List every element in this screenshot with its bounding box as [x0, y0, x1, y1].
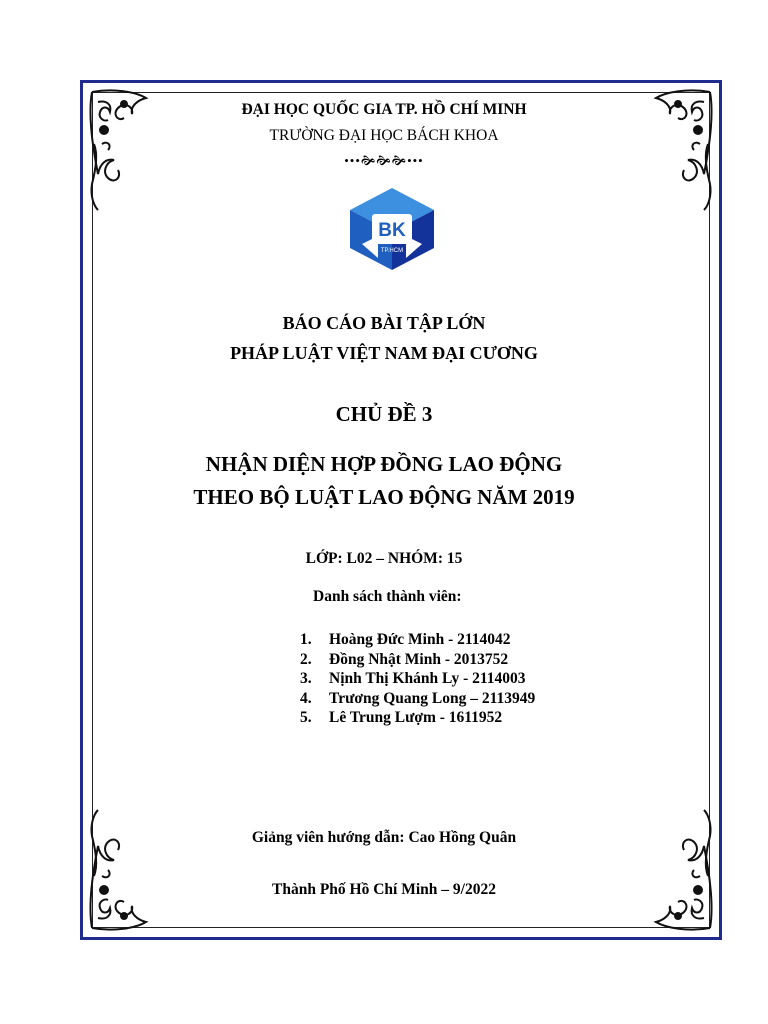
members-list: [300, 630, 535, 728]
report-heading-line-1: NHẬN DIỆN HỢP ĐỒNG LAO ĐỘNG: [205, 452, 563, 476]
list-item: [300, 669, 535, 689]
members-label: Danh sách thành viên:: [313, 588, 462, 605]
report-title-line-1: BÁO CÁO BÀI TẬP LỚN: [282, 313, 486, 333]
member-name: Trương Quang Long – 2113949: [329, 689, 536, 707]
topic-number: CHỦ ĐỀ 3: [335, 402, 433, 426]
logo-text: BK: [378, 220, 406, 241]
list-item-number: 4.: [300, 689, 312, 707]
list-item-number: 5.: [300, 709, 312, 726]
report-heading-line-2: THEO BỘ LUẬT LAO ĐỘNG NĂM 2019: [193, 485, 575, 509]
list-item-number: 2.: [300, 650, 312, 668]
school-name: TRƯỜNG ĐẠI HỌC BÁCH KHOA: [269, 127, 499, 144]
list-item: [300, 650, 535, 670]
corner-ornament-icon: [84, 806, 154, 936]
corner-ornament-icon: [648, 806, 718, 936]
bk-logo: [348, 186, 436, 272]
logo-subtext: TP.HCM: [380, 248, 404, 254]
list-item-number: 1.: [300, 631, 312, 648]
list-item: [300, 708, 535, 728]
member-name: Đồng Nhật Minh - 2013752: [329, 650, 509, 668]
divider-ornament: •••🙞🙞🙞•••: [344, 153, 424, 168]
advisor-line: Giảng viên hướng dẫn: Cao Hồng Quân: [251, 829, 517, 846]
list-item: [300, 630, 535, 650]
report-title-line-2: PHÁP LUẬT VIỆT NAM ĐẠI CƯƠNG: [230, 343, 538, 363]
list-item-number: 3.: [300, 670, 312, 687]
university-name: ĐẠI HỌC QUỐC GIA TP. HỒ CHÍ MINH: [241, 101, 527, 118]
list-item: [300, 689, 535, 709]
class-group-info: LỚP: L02 – NHÓM: 15: [305, 550, 463, 567]
member-name: Nịnh Thị Khánh Ly - 2114003: [329, 670, 526, 687]
place-date-line: Thành Phố Hồ Chí Minh – 9/2022: [272, 881, 496, 898]
member-name: Lê Trung Lượm - 1611952: [329, 709, 503, 726]
member-name: Hoàng Đức Minh - 2114042: [329, 631, 511, 648]
